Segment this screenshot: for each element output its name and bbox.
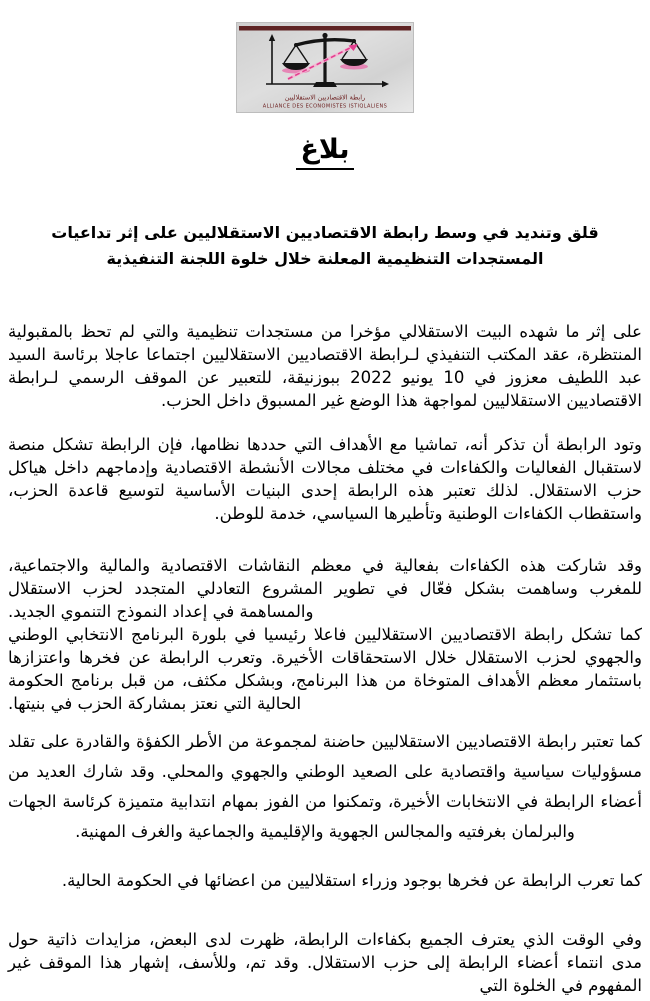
logo-caption-arabic: رابطة الاقتصاديين الاستقلاليين bbox=[284, 93, 366, 102]
paragraph-7-cutoff: وفي الوقت الذي يعترف الجميع بكفاءات الرابطة، ظهرت لدى البعض، مزايدات ذاتية حول مدى انتماء أعضاء الرابطة إلى حزب الاستقلال. وقد تم، وللأسف، إشهار هذا الموقف غير المفهوم في الخلوة التي bbox=[8, 929, 642, 995]
logo-caption-french: ALLIANCE DES ECONOMISTES ISTIQLALIENS bbox=[262, 103, 388, 110]
logo-top-bar bbox=[239, 26, 411, 31]
paragraph-2: وتود الرابطة أن تذكر أنه، تماشيا مع الأهداف التي حددها نظامها، فإن الرابطة تشكل منصة لاستقبال الفعاليات والكفاءات في مختلف مجالات الأنشطة الاقتصادية وإدماجهم داخل هياكل حزب الاستقلال. لذلك تعتبر هذه الرابطة إحدى البنيات الأساسية لتوسيع قاعدة الحزب، واستقطاب الكفاءات الوطنية وتأطيرها السياسي، خدمة للوطن. bbox=[8, 434, 642, 523]
paragraph-4: كما تشكل رابطة الاقتصاديين الاستقلاليين فاعلا رئيسيا في بلورة البرنامج الانتخابي الوطني والجهوي لحزب الاستقلال خلال الاستحقاقات الأخيرة. وتعرب الرابطة عن فخرها واعتزازها باستثمار معظم الأهداف المتوخاة من هذا البرنامج، وبشكل مكثف، من قبل برنامج الحكومة الحالية التي نعتز بمشاركة الحزب في بنيتها. bbox=[8, 624, 642, 713]
headline: قلق وتنديد في وسط رابطة الاقتصاديين الاستقلاليين على إثر تداعيات المستجدات التنظيمية المعلنة خلال خلوة اللجنة التنفيذية bbox=[51, 222, 599, 268]
document-title bbox=[8, 135, 642, 170]
scales-economics-logo-icon bbox=[236, 22, 414, 113]
title-text: بلاغ bbox=[296, 135, 353, 170]
paragraph-5: كما تعتبر رابطة الاقتصاديين الاستقلاليين حاضنة لمجموعة من الأطر الكفؤة والقادرة على تقلد مسؤوليات سياسية واقتصادية على الصعيد الوطني والجهوي والمحلي. وقد شارك العديد من أعضاء الرابطة في الانتخابات الأخيرة، وتمكنوا من الفوز بمهام انتدابية متميزة كرئاسة الجهات والبرلمان بغرفتيه والمجالس الجهوية والإقليمية والجماعية والغرف المهنية. bbox=[8, 731, 642, 841]
paragraph-1: على إثر ما شهده البيت الاستقلالي مؤخرا من مستجدات تنظيمية والتي لم تحظ بالمقبولية المنتظرة، عقد المكتب التنفيذي لـرابطة الاقتصاديين الاستقلاليين اجتماعا عاجلا برئاسة السيد عبد اللطيف معزوز في 10 يونيو 2022 ببوزنيقة، للتعبير عن الموقف الرسمي لـرابطة الاقتصاديين الاستقلاليين لمواجهة هذا الوضع غير المسبوق داخل الحزب. bbox=[8, 321, 642, 410]
paragraph-3: وقد شاركت هذه الكفاءات بفعالية في معظم النقاشات الاقتصادية والمالية والاجتماعية، للمغرب وساهمت بشكل فعّال في تطوير المشروع التعادلي المتجدد لحزب الاستقلال والمساهمة في إعداد النموذج التنموي الجديد. bbox=[8, 555, 642, 621]
paragraph-6: كما تعرب الرابطة عن فخرها بوجود وزراء استقلاليين من اعضائها في الحكومة الحالية. bbox=[61, 870, 642, 890]
body-text bbox=[8, 320, 642, 997]
logo-container bbox=[8, 0, 642, 117]
